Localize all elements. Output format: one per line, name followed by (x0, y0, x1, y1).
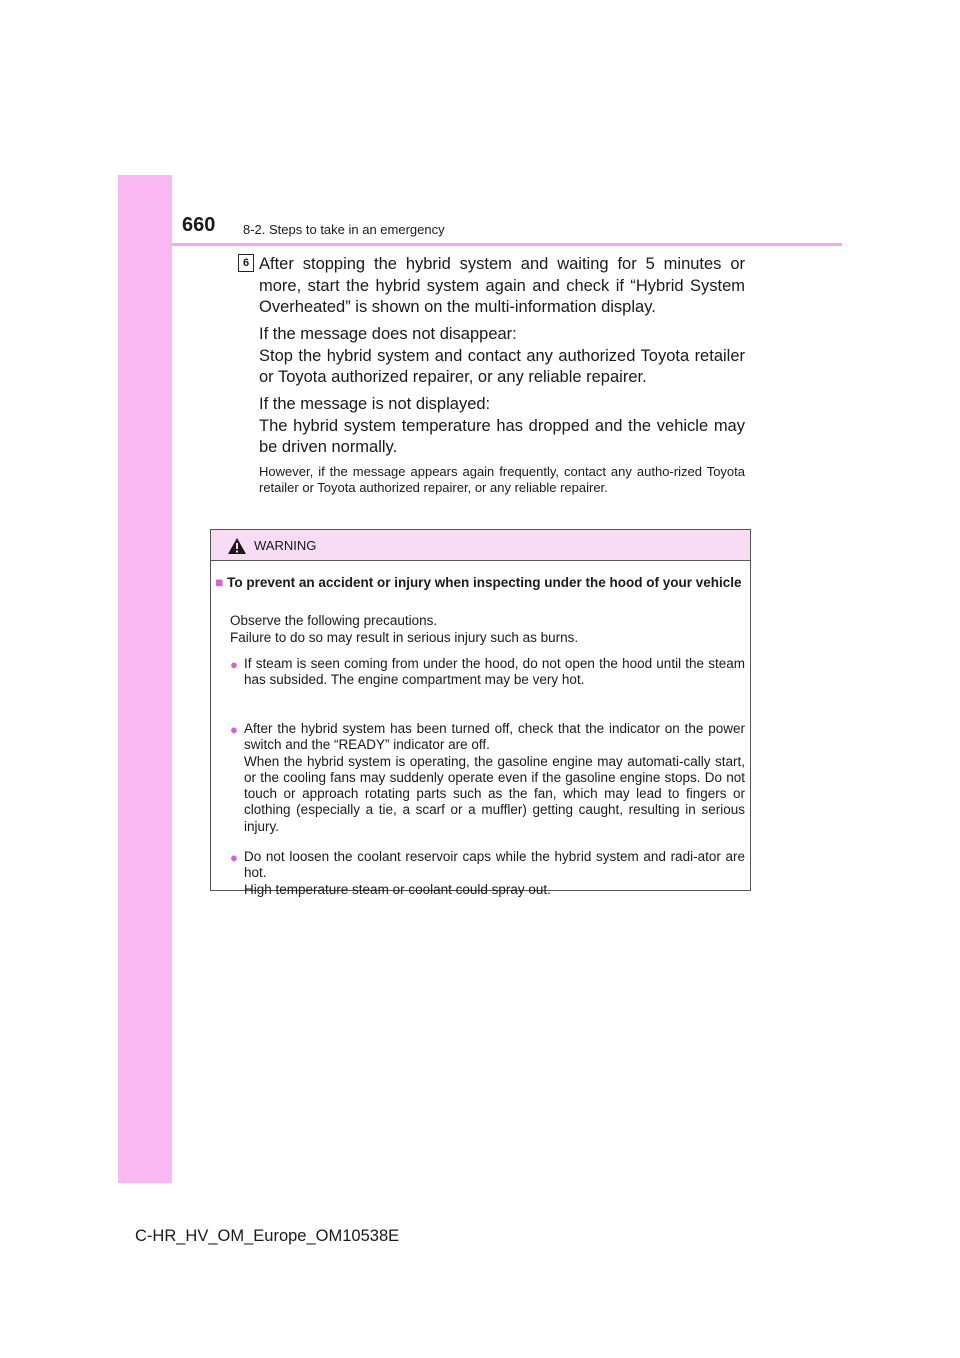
warning-bullet (230, 721, 745, 835)
warning-bullet (230, 849, 745, 898)
square-bullet-icon: ■ (215, 575, 224, 590)
side-tab-band (118, 175, 172, 1183)
step-note: However, if the message appears again frequently, contact any autho-rized Toyota retailer or Toyota authorized repairer, or any reliable repairer. (259, 464, 745, 495)
condition-action: The hybrid system temperature has dropped and the vehicle may be driven normally. (259, 416, 745, 456)
warning-intro-line: Failure to do so may result in serious injury such as burns. (230, 629, 579, 645)
condition-label: If the message is not displayed: (259, 395, 491, 413)
warning-bullet-text: If steam is seen coming from under the hood, do not open the hood until the steam has subsided. The engine compartment may be very hot. (244, 656, 745, 688)
step-paragraph: After stopping the hybrid system and waiting for 5 minutes or more, start the hybrid system again and check if “Hybrid System Overheated” is shown on the multi-information display. (259, 255, 745, 316)
message-persists-block (259, 324, 745, 389)
warning-box (210, 529, 751, 897)
warning-title: WARNING (254, 538, 317, 553)
header-divider (172, 243, 842, 246)
warning-intro (230, 613, 745, 646)
circle-bullet-icon: ● (230, 657, 238, 672)
page-number: 660 (182, 214, 216, 236)
warning-bullet-text: High temperature steam or coolant could spray out. (244, 881, 551, 897)
warning-heading (215, 575, 744, 592)
warning-triangle-icon (227, 537, 247, 560)
condition-action: Stop the hybrid system and contact any authorized Toyota retailer or Toyota authorized repairer, or any reliable repairer. (259, 346, 745, 386)
warning-bullet-text: Do not loosen the coolant reservoir caps while the hybrid system and radi-ator are hot. (244, 849, 745, 881)
warning-header (211, 530, 750, 561)
document-code: C-HR_HV_OM_Europe_OM10538E (135, 1227, 400, 1245)
condition-label: If the message does not disappear: (259, 325, 517, 343)
circle-bullet-icon: ● (230, 850, 238, 865)
section-title: 8-2. Steps to take in an emergency (243, 222, 445, 237)
warning-heading-text: To prevent an accident or injury when inspecting under the hood of your vehicle (227, 575, 742, 590)
warning-bullet (230, 656, 745, 689)
step-number-badge: 6 (238, 254, 254, 272)
warning-intro-line: Observe the following precautions. (230, 613, 438, 628)
message-cleared-block (259, 394, 745, 459)
circle-bullet-icon: ● (230, 722, 238, 737)
warning-bullet-text: When the hybrid system is operating, the gasoline engine may automati-cally start, or the cooling fans may suddenly operate even if the gasoline engine stops. Do not touch or approach rotating parts such as the fan, which may lead to fingers or clothing (especially a tie, a scarf or a muffler) getting caught, resulting in serious injury. (244, 753, 745, 834)
warning-bullet-text: After the hybrid system has been turned off, check that the indicator on the power switch and the “READY” indicator are off. (244, 721, 745, 753)
